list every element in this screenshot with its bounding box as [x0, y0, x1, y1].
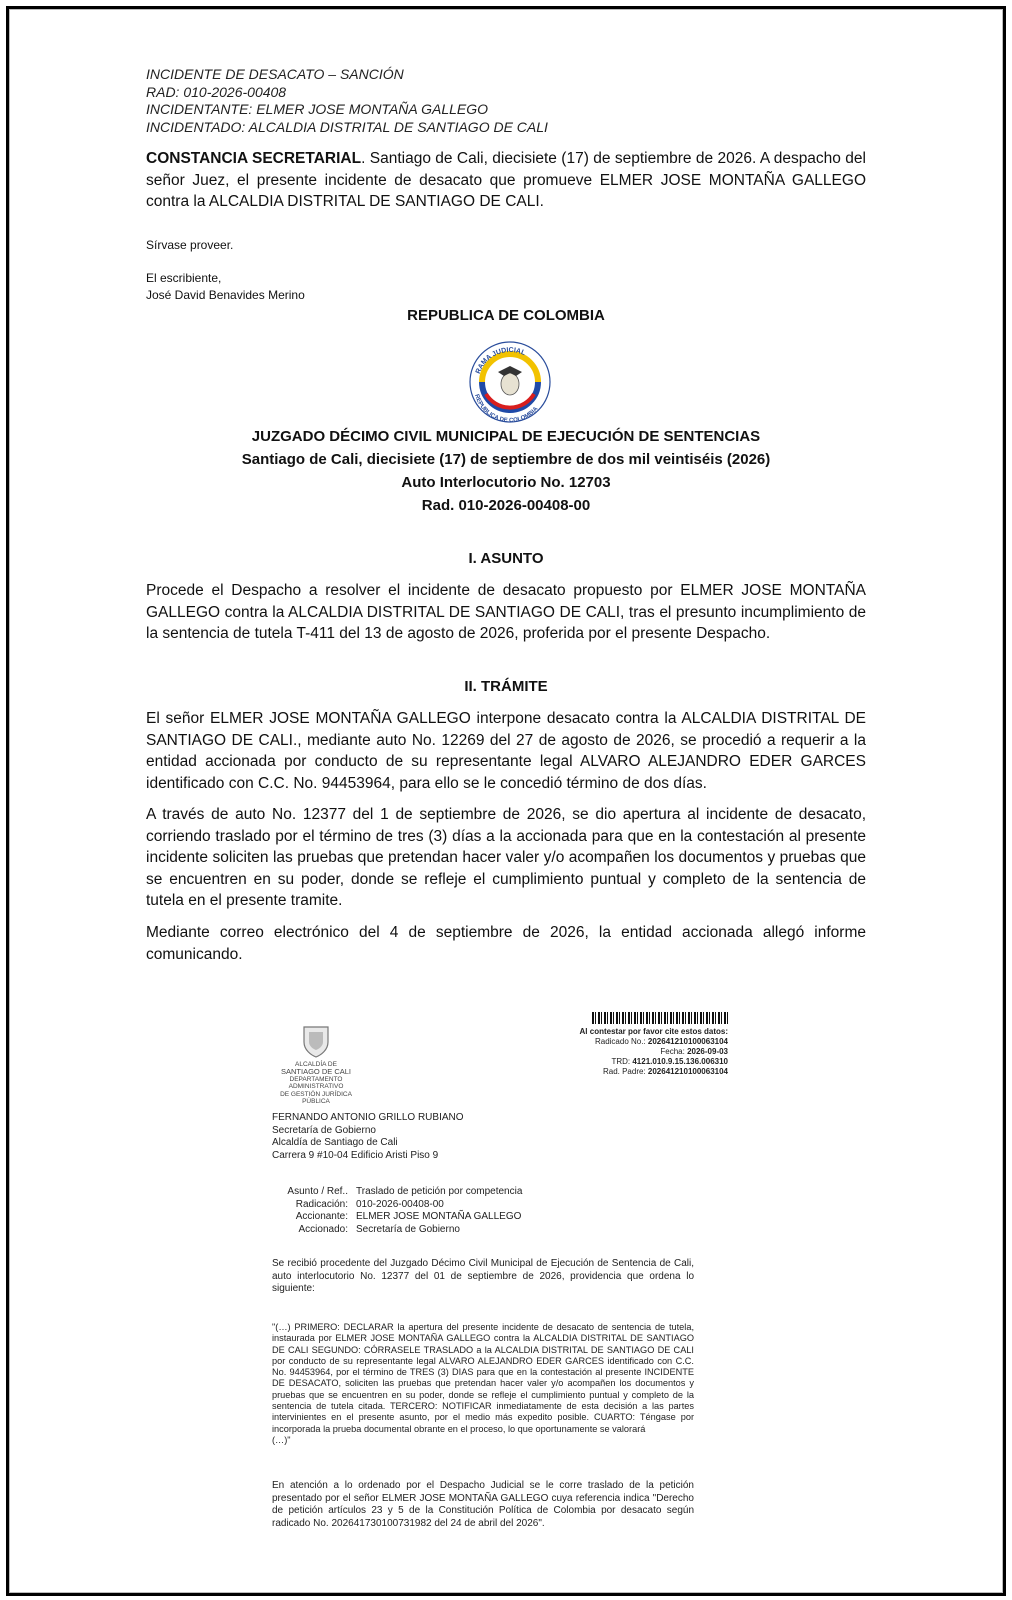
logo-line-1: ALCALDÍA DE: [295, 1060, 337, 1068]
letter-reference: [272, 1186, 522, 1236]
court-rad: Rad. 010-2026-00408-00: [421, 497, 591, 514]
recipient-line-2: Secretaría de Gobierno: [272, 1124, 376, 1136]
quote-text: "(…) PRIMERO: DECLARAR la apertura del presente incidente de desacato de sentencia de tutela, instaurada por ELMER JOSE MONTAÑA GALLEGO contra la ALCALDIA DISTRITAL DE SANTIAGO DE CALI SEGUNDO: CÓRRASELE TRASLADO a la ALCALDIA DISTRITAL DE SANTIAGO DE CALI por conducto de su representante legal ALVARO ALEJANDRO EDER GARCES identificado con C.C. No. 94453964, por el término de TRES (3) DIAS para que en la contestación al presente INCIDENTE DE DESACATO, soliciten las pruebas que pretendan hacer valer y/o acompañen los documentos y pruebas que se encuentren en su poder, donde se refleje el cumplimiento puntual y completo de la sentencia de tutela citada. TERCERO: NOTIFICAR inmediatamente de esta decisión a las partes intervinientes en el presente asunto, por el medio más expedito posible. CUARTO: Téngase por incorporada la prueba documental obrante en el proceso, lo que oportunamente se valorará: [272, 1322, 694, 1434]
constancia-text: . Santiago de Cali, diecisiete (17) de septiembre de 2026. A despacho del señor Juez, el presente incidente de desacato que promueve ELMER JOSE MONTAÑA GALLEGO contra la ALCALDIA DISTRITAL DE SANTIAGO DE CALI.: [146, 150, 866, 210]
logo-line-2: SANTIAGO DE CALI: [280, 1067, 352, 1076]
court-auto: Auto Interlocutorio No. 12703: [401, 474, 611, 491]
signature-block: [146, 270, 305, 304]
rama-judicial-seal: [460, 336, 560, 426]
radicado-value: 202641210100063104: [647, 1037, 728, 1046]
trd-label: TRD:: [611, 1057, 631, 1066]
ref-value: ELMER JOSE MONTAÑA GALLEGO: [356, 1211, 522, 1222]
recipient-line-3: Alcaldía de Santiago de Cali: [272, 1137, 398, 1148]
ref-key: Asunto / Ref..: [287, 1186, 348, 1197]
case-header: [146, 66, 548, 136]
radicado-barcode: [592, 1012, 728, 1024]
ref-key: Radicación:: [295, 1198, 348, 1210]
ref-row: [272, 1211, 522, 1224]
alcaldia-logo: [272, 1024, 360, 1106]
alcaldia-shield-icon: [301, 1024, 331, 1058]
constancia-paragraph: [146, 148, 866, 213]
header-line-incidentado: INCIDENTADO: ALCALDIA DISTRITAL DE SANTIAGO DE CALI: [146, 118, 548, 135]
header-line-incidente: INCIDENTE DE DESACATO – SANCIÓN: [146, 66, 404, 82]
letter-body-2: En atención a lo ordenado por el Despacho Judicial se le corre traslado de la petición presentado por el señor ELMER JOSE MONTAÑA GALLEGO cuya referencia indica "Derecho de petición artículos 23 y 5 de la Constitución Política de Colombia por desacato según radicado No. 202641730100731982 del 24 de abril del 2026".: [272, 1480, 694, 1529]
ref-value: Traslado de petición por competencia: [356, 1186, 523, 1197]
quote-end: (…)": [272, 1434, 291, 1445]
signature-role: El escribiente,: [146, 271, 222, 285]
letter-recipient: [272, 1112, 464, 1162]
rad-padre-label: Rad. Padre:: [602, 1067, 646, 1076]
fecha-value: 2026-09-03: [687, 1047, 728, 1056]
tramite-paragraph-2: A través de auto No. 12377 del 1 de septiembre de 2026, se dio apertura al incidente de desacato, corriendo traslado por el término de tres (3) días a la accionada para que en la contestación al presente incidente soliciten las pruebas que pretendan hacer valer y/o acompañen los documentos y pruebas que se encuentren en su poder, donde se refleje el cumplimiento puntual y completo de la sentencia de tutela en el presente tramite.: [146, 806, 866, 909]
seal-bottom-text: REPUBLICA DE COLOMBIA: [473, 393, 540, 425]
republic-heading: REPUBLICA DE COLOMBIA: [407, 307, 605, 324]
radicado-label: Radicado No.:: [594, 1037, 646, 1046]
rad-padre-value: 202641210100063104: [647, 1067, 728, 1076]
ref-key: Accionante:: [295, 1211, 348, 1222]
radicado-block: [520, 1027, 728, 1077]
tramite-paragraph-1: El señor ELMER JOSE MONTAÑA GALLEGO interpone desacato contra la ALCALDIA DISTRITAL DE SANTIAGO DE CALI., mediante auto No. 12269 del 27 de agosto de 2026, se procedió a requerir a la entidad accionada por conducto de su representante legal ALVARO ALEJANDRO EDER GARCES identificado con C.C. No. 94453964, para ello se le concedió término de dos días.: [146, 710, 866, 792]
header-line-incidentante: INCIDENTANTE: ELMER JOSE MONTAÑA GALLEGO: [146, 101, 489, 117]
recipient-line-4: Carrera 9 #10-04 Edificio Aristi Piso 9: [272, 1149, 439, 1161]
tramite-title: II. TRÁMITE: [464, 678, 548, 695]
asunto-paragraph: Procede el Despacho a resolver el incidente de desacato propuesto por ELMER JOSE MONTAÑA GALLEGO contra la ALCALDIA DISTRITAL DE SANTIAGO DE CALI, tras el presunto incumplimiento de la sentencia de tutela T-411 del 13 de agosto de 2026, proferida por el presente Despacho.: [146, 582, 866, 642]
constancia-label: CONSTANCIA SECRETARIAL: [146, 150, 362, 167]
signature-name: José David Benavides Merino: [146, 288, 305, 302]
sirvase-text: Sírvase proveer.: [146, 238, 234, 252]
recipient-name: FERNANDO ANTONIO GRILLO RUBIANO: [272, 1112, 464, 1123]
cite-label: Al contestar por favor cite estos datos:: [579, 1027, 728, 1036]
ref-value: 010-2026-00408-00: [356, 1198, 444, 1210]
ref-row: [272, 1199, 522, 1212]
tramite-paragraph-3: Mediante correo electrónico del 4 de septiembre de 2026, la entidad accionada allegó informe comunicando.: [146, 924, 866, 963]
ref-key: Accionado:: [298, 1223, 348, 1235]
trd-value: 4121.010.9.15.136.006310: [632, 1057, 728, 1066]
court-date: Santiago de Cali, diecisiete (17) de septiembre de dos mil veintiséis (2026): [241, 451, 771, 468]
court-name: JUZGADO DÉCIMO CIVIL MUNICIPAL DE EJECUCIÓN DE SENTENCIAS: [251, 428, 761, 445]
ref-row: [272, 1224, 522, 1237]
fecha-label: Fecha:: [660, 1047, 685, 1056]
ref-row: [272, 1186, 522, 1199]
seal-top-text: RAMA JUDICIAL: [474, 346, 527, 375]
asunto-title: I. ASUNTO: [468, 550, 544, 567]
logo-line-4: DE GESTIÓN JURÍDICA PÚBLICA: [280, 1090, 352, 1105]
letter-quote: [272, 1322, 694, 1446]
court-block: [146, 425, 866, 517]
logo-line-3: DEPARTAMENTO ADMINISTRATIVO: [288, 1075, 344, 1090]
letter-body-1: Se recibió procedente del Juzgado Décimo Civil Municipal de Ejecución de Sentencia de Cali, auto interlocutorio No. 12377 del 01 de septiembre de 2026, providencia que ordena lo siguiente:: [272, 1258, 694, 1294]
header-line-rad: RAD: 010-2026-00408: [146, 83, 287, 100]
ref-value: Secretaría de Gobierno: [356, 1223, 460, 1235]
